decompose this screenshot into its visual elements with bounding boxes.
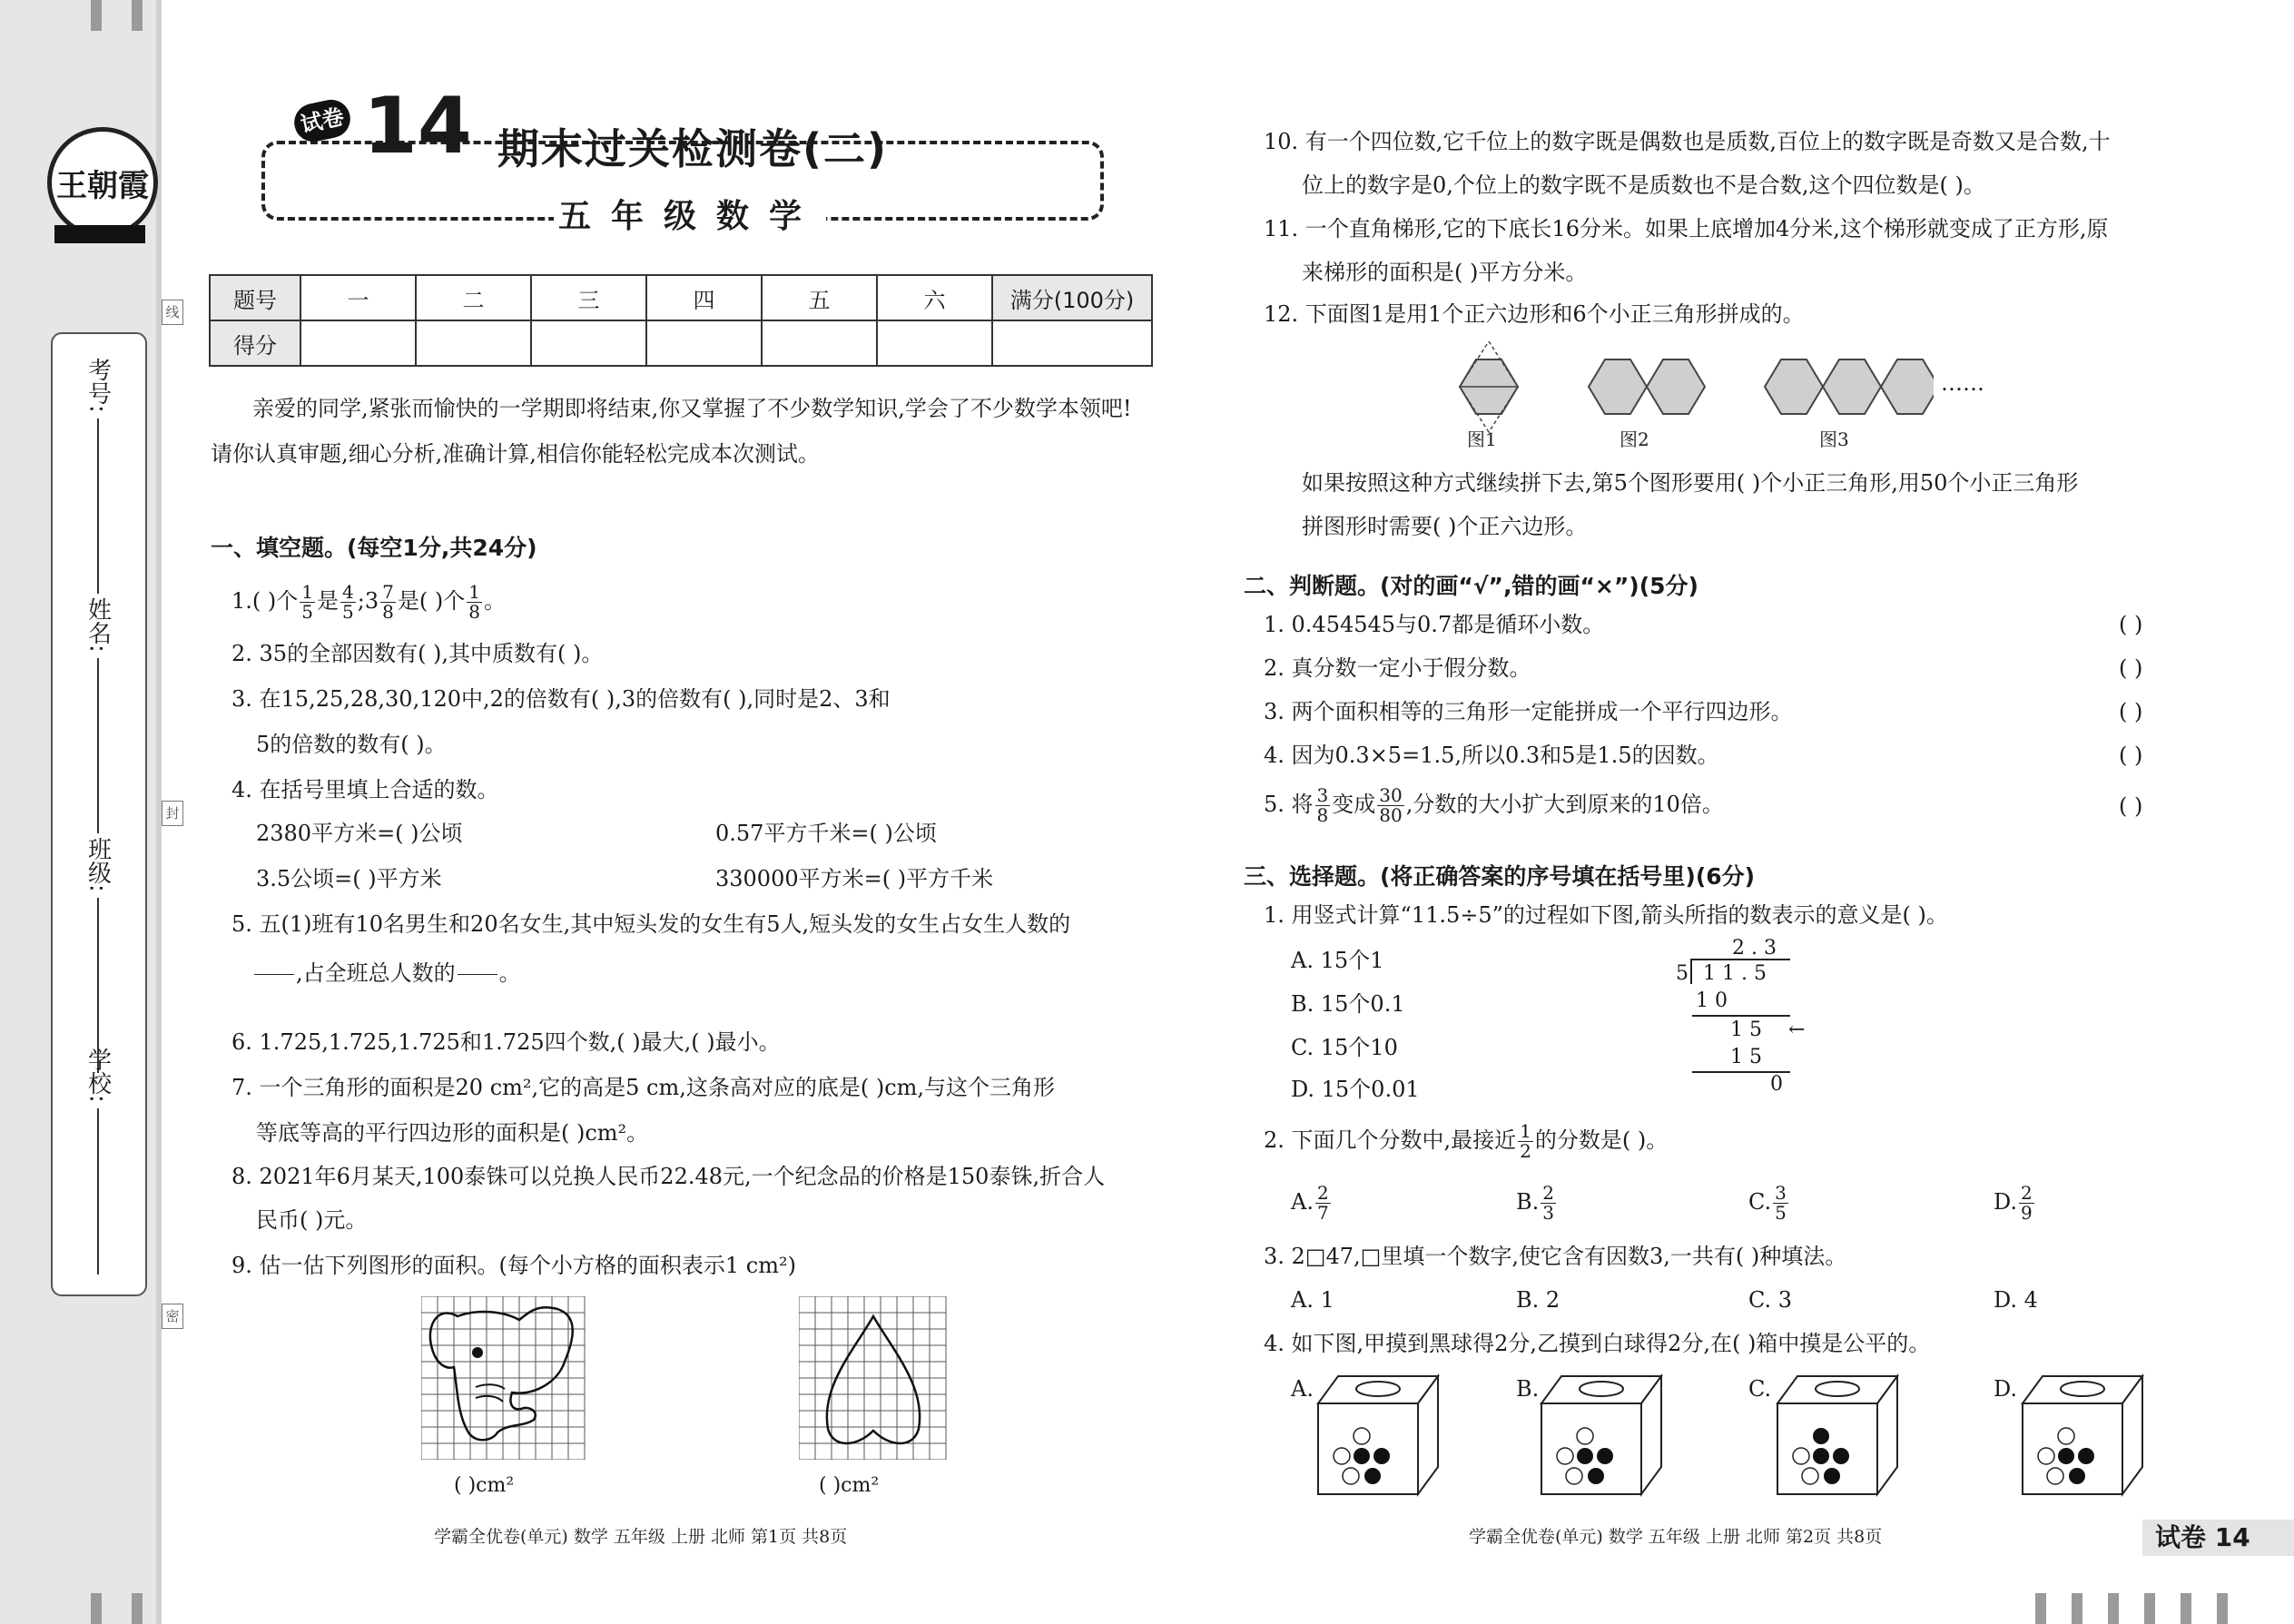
q2-text: 2. 35的全部因数有( ),其中质数有( )。 bbox=[231, 641, 604, 666]
q4-item: 330000平方米=( )平方千米 bbox=[715, 866, 994, 891]
judge-answer-paren[interactable]: ( ) bbox=[2119, 612, 2143, 637]
publisher-logo bbox=[47, 127, 158, 238]
footer-right: 学霸全优卷(单元) 数学 五年级 上册 北师 第2页 共8页 bbox=[1469, 1527, 1883, 1547]
q9-answer: ( )cm² bbox=[454, 1474, 515, 1497]
bottom-mark bbox=[132, 1593, 143, 1624]
choice-option: D. 4 bbox=[1994, 1287, 2038, 1313]
exam-badge: 试卷 bbox=[290, 96, 353, 145]
q10-text-cont: 位上的数字是0,个位上的数字既不是质数也不是合数,这个四位数是( )。 bbox=[1302, 172, 1985, 198]
choice-option: B. $\frac{2}{3}$ bbox=[1516, 1182, 1554, 1224]
q11-text-cont: 来梯形的面积是( )平方分米。 bbox=[1302, 260, 1588, 285]
q12-text: 12. 下面图1是用1个正六边形和6个小正三角形拼成的。 bbox=[1264, 301, 1805, 327]
judge-item-5: 5. 将 $\frac{3}{8}$ 变成 $\frac{30}{80}$ ,分数的大小扩大到原来的10倍。 bbox=[1264, 784, 1724, 826]
box-option-label: A. bbox=[1291, 1376, 1314, 1402]
logo-text: 王朝霞 bbox=[56, 167, 149, 204]
q5-fill: ,占全班总人数的 。 bbox=[252, 955, 521, 994]
score-table-row bbox=[210, 320, 1152, 366]
q4-item: 2380平方米=( )公顷 bbox=[256, 821, 463, 846]
score-cell[interactable] bbox=[416, 320, 531, 366]
school-label: 学校: bbox=[84, 1048, 112, 1103]
q1-fill: 1.( )个 $\frac{1}{5}$ 是 $\frac{4}{5}$ ;3 $\frac{7}{8}$ 是( )个 $\frac{1}{8}$ 。 bbox=[231, 581, 506, 623]
q8-text-cont: 民币( )元。 bbox=[256, 1207, 368, 1233]
q11-text: 11. 一个直角梯形,它的下底长16分米。如果上底增加4分米,这个梯形就变成了正方形,原 bbox=[1264, 216, 2109, 241]
q10-text: 10. 有一个四位数,它千位上的数字既是偶数也是质数,百位上的数字既是奇数又是合数,十 bbox=[1264, 129, 2111, 154]
cut-mark-secret: 密 bbox=[162, 1304, 183, 1329]
table-header-cell: 四 bbox=[646, 275, 762, 320]
heart-grid-figure bbox=[799, 1296, 948, 1460]
bottom-mark bbox=[2144, 1593, 2155, 1624]
choice-option: B. 2 bbox=[1516, 1287, 1561, 1313]
judge-answer-paren[interactable]: ( ) bbox=[2119, 793, 2143, 819]
cut-mark-line: 线 bbox=[162, 300, 183, 325]
cut-mark-seal: 封 bbox=[162, 801, 183, 826]
choice-option: D. 15个0.01 bbox=[1291, 1077, 1420, 1102]
school-field[interactable] bbox=[71, 1048, 125, 1275]
exam-number-label: 考号: bbox=[84, 358, 112, 413]
page-tag: 试卷 14 bbox=[2142, 1520, 2294, 1556]
choice-option: C. $\frac{3}{5}$ bbox=[1748, 1182, 1787, 1224]
exam-number: 14 bbox=[363, 81, 472, 172]
top-mark bbox=[91, 0, 102, 31]
score-cell[interactable] bbox=[300, 320, 416, 366]
score-cell[interactable] bbox=[762, 320, 877, 366]
q7-text-cont: 等底等高的平行四边形的面积是( )cm²。 bbox=[256, 1120, 649, 1146]
judge-answer-paren[interactable]: ( ) bbox=[2119, 655, 2143, 681]
table-header-cell: 题号 bbox=[210, 275, 300, 320]
score-cell[interactable] bbox=[531, 320, 646, 366]
choice-option: A. 15个1 bbox=[1291, 948, 1384, 973]
arrow-icon: ← bbox=[1788, 1019, 1806, 1041]
box-option-label: C. bbox=[1748, 1376, 1772, 1402]
figure-label: 图3 bbox=[1819, 428, 1849, 450]
score-cell[interactable] bbox=[877, 320, 992, 366]
judge-answer-paren[interactable]: ( ) bbox=[2119, 699, 2143, 724]
intro-line-2: 请你认真审题,细心分析,准确计算,相信你能轻松完成本次测试。 bbox=[211, 441, 820, 467]
judge-item: 3. 两个面积相等的三角形一定能拼成一个平行四边形。 bbox=[1264, 699, 1793, 724]
bottom-mark bbox=[2181, 1593, 2191, 1624]
judge-item: 1. 0.454545与0.7都是循环小数。 bbox=[1264, 612, 1605, 637]
q4-item: 3.5公顷=( )平方米 bbox=[256, 866, 442, 891]
choice-option: A. 1 bbox=[1291, 1287, 1334, 1313]
choice-option: D. $\frac{2}{9}$ bbox=[1994, 1182, 2033, 1224]
bottom-mark bbox=[91, 1593, 102, 1624]
ball-box-a bbox=[1314, 1371, 1442, 1498]
figure-label: 图2 bbox=[1620, 428, 1649, 450]
score-cell[interactable] bbox=[992, 320, 1152, 366]
q6-text: 6. 1.725,1.725,1.725和1.725四个数,( )最大,( )最小。 bbox=[231, 1029, 781, 1055]
q12-text-cont2: 拼图形时需要( )个正六边形。 bbox=[1302, 514, 1588, 539]
bottom-mark bbox=[2217, 1593, 2228, 1624]
choice-option: A. $\frac{2}{7}$ bbox=[1291, 1182, 1329, 1224]
section1-title: 一、填空题。(每空1分,共24分) bbox=[211, 535, 537, 561]
choice-option: C. 15个10 bbox=[1291, 1035, 1398, 1060]
class-field[interactable] bbox=[71, 837, 125, 1073]
section3-title: 三、选择题。(将正确答案的序号填在括号里)(6分) bbox=[1244, 863, 1756, 890]
box-option-label: B. bbox=[1516, 1376, 1540, 1402]
choice-q1: 1. 用竖式计算“11.5÷5”的过程如下图,箭头所指的数表示的意义是( )。 bbox=[1264, 902, 1948, 928]
student-info-box bbox=[51, 332, 147, 1296]
section2-title: 二、判断题。(对的画“√”,错的画“×”)(5分) bbox=[1244, 573, 1698, 599]
table-header-cell: 三 bbox=[531, 275, 646, 320]
figure-label: 图1 bbox=[1467, 428, 1497, 450]
score-row-label: 得分 bbox=[210, 320, 300, 366]
top-mark bbox=[132, 0, 143, 31]
name-label: 姓名: bbox=[84, 597, 112, 653]
choice-q4: 4. 如下图,甲摸到黑球得2分,乙摸到白球得2分,在( )箱中摸是公平的。 bbox=[1264, 1331, 1931, 1356]
judge-answer-paren[interactable]: ( ) bbox=[2119, 743, 2143, 768]
choice-q3: 3. 2□47,□里填一个数字,使它含有因数3,一共有( )种填法。 bbox=[1264, 1244, 1847, 1269]
class-label: 班级: bbox=[84, 837, 112, 892]
q4-item: 0.57平方千米=( )公顷 bbox=[715, 821, 937, 846]
choice-option: B. 15个0.1 bbox=[1291, 991, 1405, 1017]
ball-box-d bbox=[2019, 1371, 2146, 1498]
name-field[interactable] bbox=[71, 597, 125, 833]
q9-answer: ( )cm² bbox=[819, 1474, 880, 1497]
table-header-cell: 五 bbox=[762, 275, 877, 320]
score-cell[interactable] bbox=[646, 320, 762, 366]
choice-q2: 2. 下面几个分数中,最接近 $\frac{1}{2}$ 的分数是( )。 bbox=[1264, 1120, 1669, 1162]
ball-box-c bbox=[1774, 1371, 1901, 1498]
score-table bbox=[209, 274, 1153, 367]
elephant-grid-figure bbox=[421, 1296, 588, 1460]
bottom-mark bbox=[2072, 1593, 2082, 1624]
bottom-mark bbox=[2035, 1593, 2046, 1624]
table-header-cell: 二 bbox=[416, 275, 531, 320]
exam-number-field[interactable] bbox=[71, 358, 125, 594]
choice-option: C. 3 bbox=[1748, 1287, 1793, 1313]
exam-title: 期末过关检测卷(二) bbox=[497, 124, 889, 173]
bottom-mark bbox=[2108, 1593, 2119, 1624]
q3-text: 3. 在15,25,28,30,120中,2的倍数有( ),3的倍数有( ),同时是2、3和 bbox=[231, 686, 891, 712]
table-header-cell: 六 bbox=[877, 275, 992, 320]
q3-text-cont: 5的倍数的数有( )。 bbox=[256, 732, 447, 757]
footer-left: 学霸全优卷(单元) 数学 五年级 上册 北师 第1页 共8页 bbox=[434, 1527, 848, 1547]
score-table-header bbox=[210, 275, 1152, 320]
q9-text: 9. 估一估下列图形的面积。(每个小方格的面积表示1 cm²) bbox=[231, 1253, 796, 1278]
box-option-label: D. bbox=[1994, 1376, 2018, 1402]
table-header-cell: 满分(100分) bbox=[992, 275, 1152, 320]
logo-ribbon bbox=[54, 225, 145, 243]
q12-text-cont: 如果按照这种方式继续拼下去,第5个图形要用( )个小正三角形,用50个小正三角形 bbox=[1302, 470, 2079, 496]
table-header-cell: 一 bbox=[300, 275, 416, 320]
q8-text: 8. 2021年6月某天,100泰铢可以兑换人民币22.48元,一个纪念品的价格是150泰铢,折合人 bbox=[231, 1164, 1106, 1189]
judge-item: 2. 真分数一定小于假分数。 bbox=[1264, 655, 1531, 681]
ball-box-b bbox=[1538, 1371, 1665, 1498]
q4-text: 4. 在括号里填上合适的数。 bbox=[231, 777, 499, 802]
long-division: 2 . 3 5 1 1 . 5 1 0 1 5 ← 1 5 0 bbox=[1676, 937, 1806, 1096]
figure-ellipsis: …… bbox=[1941, 370, 1984, 396]
intro-line-1: 亲爱的同学,紧张而愉快的一学期即将结束,你又掌握了不少数学知识,学会了不少数学本领吧! bbox=[252, 396, 1132, 421]
q7-text: 7. 一个三角形的面积是20 cm²,它的高是5 cm,这条高对应的底是( )cm,与这个三角形 bbox=[231, 1075, 1056, 1100]
q5-text: 5. 五(1)班有10名男生和20名女生,其中短头发的女生有5人,短头发的女生占女生人数的 bbox=[231, 911, 1071, 937]
judge-item: 4. 因为0.3×5=1.5,所以0.3和5是1.5的因数。 bbox=[1264, 743, 1719, 768]
exam-subtitle: 五年级数学 bbox=[554, 191, 826, 234]
hexagon-pattern-figures bbox=[1443, 341, 1934, 443]
